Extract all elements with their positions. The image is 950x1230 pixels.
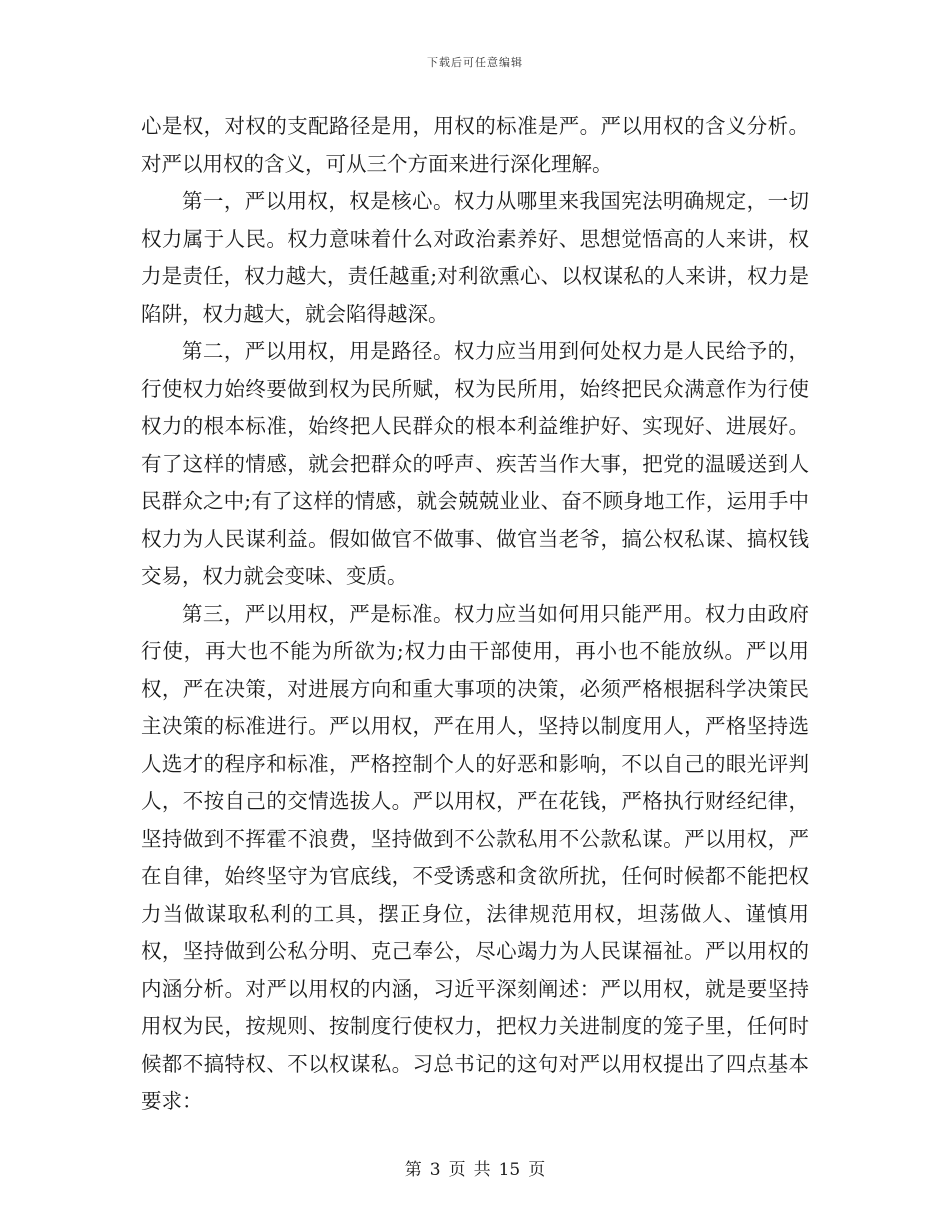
page-footer [0,1155,950,1180]
footer-page-suffix: 页 [528,1160,546,1180]
footer-total-word: 共 [473,1160,491,1180]
paragraph-3: 第二，严以用权，用是路径。权力应当用到何处权力是人民给予的，行使权力始终要做到权为民所赋，权为民所用，始终把民众满意作为行使权力的根本标准，始终把人民群众的根本利益维护好、实现好、进展好。有了这样的情感，就会把群众的呼声、疾苦当作大事，把党的温暖送到人民群众之中;有了这样的情感，就会兢兢业业、奋不顾身地工作，运用手中权力为人民谋利益。假如做官不做事、做官当老爷，搞公权私谋、搞权钱交易，权力就会变味、变质。 [141,339,809,588]
paragraph-1: 心是权，对权的支配路径是用，用权的标准是严。严以用权的含义分析。对严以用权的含义，可从三个方面来进行深化理解。 [141,114,809,176]
paragraph-2: 第一，严以用权，权是核心。权力从哪里来我国宪法明确规定，一切权力属于人民。权力意味着什么对政治素养好、思想觉悟高的人来讲，权力是责任，权力越大，责任越重;对利欲熏心、以权谋私的人来讲，权力是陷阱，权力越大，就会陷得越深。 [141,189,809,326]
footer-total-pages: 15 [498,1160,521,1180]
footer-page-prefix: 第 [404,1160,422,1180]
footer-page-word: 页 [448,1160,466,1180]
footer-current-page: 3 [429,1160,441,1180]
document-body [141,108,809,1121]
paragraph-4: 第三，严以用权，严是标准。权力应当如何用只能严用。权力由政府行使，再大也不能为所欲为;权力由干部使用，再小也不能放纵。严以用权，严在决策，对进展方向和重大事项的决策，必须严格根据科学决策民主决策的标准进行。严以用权，严在用人，坚持以制度用人，严格坚持选人选才的程序和标准，严格控制个人的好恶和影响，不以自己的眼光评判人，不按自己的交情选拔人。严以用权，严在花钱，严格执行财经纪律，坚持做到不挥霍不浪费，坚持做到不公款私用不公款私谋。严以用权，严在自律，始终坚守为官底线，不受诱惑和贪欲所扰，任何时候都不能把权力当做谋取私利的工具，摆正身位，法律规范用权，坦荡做人、谨慎用权，坚持做到公私分明、克己奉公，尽心竭力为人民谋福祉。严以用权的内涵分析。对严以用权的内涵，习近平深刻阐述：严以用权，就是要坚持用权为民，按规则、按制度行使权力，把权力关进制度的笼子里，任何时候都不搞特权、不以权谋私。习总书记的这句对严以用权提出了四点基本要求： [141,601,809,1113]
page-header: 下载后可任意编辑 [427,56,523,69]
